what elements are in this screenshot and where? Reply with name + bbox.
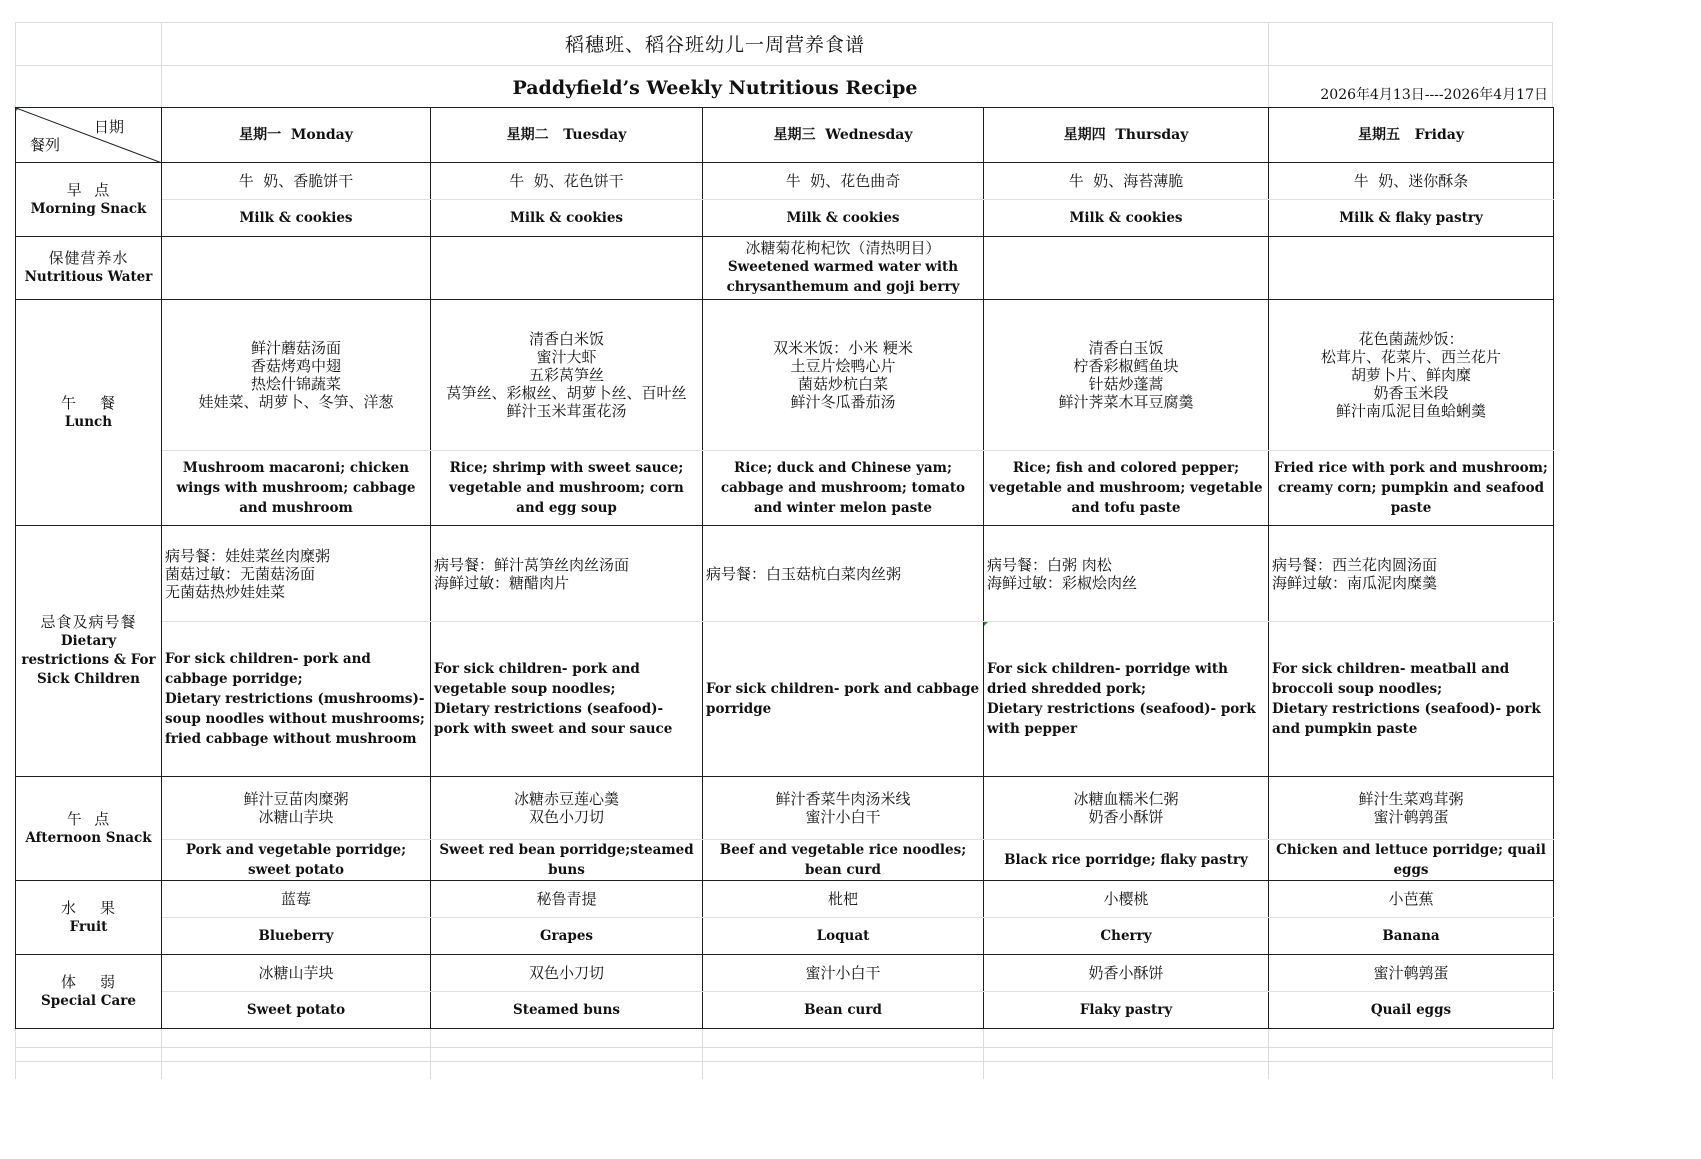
category-morning-snack — [16, 163, 162, 237]
menu-cell: Grapes — [431, 918, 703, 955]
menu-cell: 小樱桃 — [984, 881, 1269, 918]
lunch-cn-row — [16, 300, 1554, 451]
category-lunch — [16, 300, 162, 526]
menu-cell: 病号餐：娃娃菜丝肉糜粥 菌菇过敏：无菌菇汤面 无菌菇热炒娃娃菜 — [162, 526, 431, 622]
category-afternoon-snack — [16, 777, 162, 881]
morning-snack-en-row — [16, 200, 1554, 237]
menu-cell: 小芭蕉 — [1269, 881, 1554, 918]
menu-cell: 花色菌蔬炒饭： 松茸片、花菜片、西兰花片 胡萝卜片、鲜肉糜 奶香玉米段 鲜汁南瓜泥目鱼蛤蜊羹 — [1269, 300, 1554, 451]
day-header-monday: 星期一 Monday — [162, 108, 431, 163]
menu-cell: 奶香小酥饼 — [984, 955, 1269, 992]
menu-cell: Milk & cookies — [431, 200, 703, 237]
menu-cell: 秘鲁青提 — [431, 881, 703, 918]
afternoon-snack-cn-row — [16, 777, 1554, 840]
page-title-english: Paddyfield’s Weekly Nutritious Recipe — [512, 77, 918, 99]
menu-cell: 病号餐：白玉菇杭白菜肉丝粥 — [703, 526, 984, 622]
category-label-cn: 午 点 — [66, 809, 111, 828]
menu-cell: 牛 奶、花色曲奇 — [703, 163, 984, 200]
menu-cell: 牛 奶、迷你酥条 — [1269, 163, 1554, 200]
category-label-cn: 体 弱 — [60, 972, 117, 991]
morning-snack-cn-row — [16, 163, 1554, 200]
category-dietary-restrictions — [16, 526, 162, 777]
menu-cell: 双米米饭：小米 粳米 土豆片烩鸭心片 菌菇炒杭白菜 鲜汁冬瓜番茄汤 — [703, 300, 984, 451]
category-label-en: Lunch — [64, 413, 113, 430]
page-title-chinese: 稻穗班、稻谷班幼儿一周营养食谱 — [564, 34, 865, 56]
menu-cell: Beef and vegetable rice noodles; bean curd — [703, 840, 984, 881]
menu-cell: For sick children- meatball and broccoli soup noodles; Dietary restrictions (seafood)- pork and pumpkin paste — [1269, 622, 1554, 777]
category-label-en: Afternoon Snack — [25, 829, 152, 846]
category-label-cn: 忌食及病号餐 — [40, 613, 137, 631]
menu-cell: Mushroom macaroni; chicken wings with mushroom; cabbage and mushroom — [162, 451, 431, 526]
menu-cell: 蓝莓 — [162, 881, 431, 918]
menu-cell: Milk & cookies — [984, 200, 1269, 237]
date-range: 2026年4月13日----2026年4月17日 — [1320, 87, 1548, 103]
empty-cell — [984, 237, 1269, 300]
menu-cell: 鲜汁豆苗肉糜粥 冰糖山芋块 — [162, 777, 431, 840]
day-header-thursday: 星期四 Thursday — [984, 108, 1269, 163]
menu-cell: Milk & cookies — [162, 200, 431, 237]
menu-cell: 蜜汁小白干 — [703, 955, 984, 992]
menu-cell: For sick children- pork and cabbage porridge — [703, 622, 984, 777]
menu-cell: Chicken and lettuce porridge; quail eggs — [1269, 840, 1554, 881]
menu-cell: Cherry — [984, 918, 1269, 955]
category-nutritious-water — [16, 237, 162, 300]
menu-cell: 双色小刀切 — [431, 955, 703, 992]
menu-cell: Loquat — [703, 918, 984, 955]
menu-cell: 冰糖血糯米仁粥 奶香小酥饼 — [984, 777, 1269, 840]
fruit-en-row — [16, 918, 1554, 955]
menu-cell: 牛 奶、海苔薄脆 — [984, 163, 1269, 200]
corner-meal-label: 餐列 — [30, 136, 61, 154]
category-label-en: Morning Snack — [30, 200, 147, 217]
category-label-cn: 保健营养水 — [48, 249, 129, 267]
menu-cell: 鲜汁香菜牛肉汤米线 蜜汁小白干 — [703, 777, 984, 840]
special-care-cn-row — [16, 955, 1554, 992]
menu-cell: Sweet red bean porridge;steamed buns — [431, 840, 703, 881]
menu-cell: 病号餐：西兰花肉圆汤面 海鲜过敏：南瓜泥肉糜羹 — [1269, 526, 1554, 622]
menu-cell: Rice; fish and colored pepper; vegetable and mushroom; vegetable and tofu paste — [984, 451, 1269, 526]
menu-cell: 蜜汁鹌鹑蛋 — [1269, 955, 1554, 992]
category-label-cn: 水 果 — [60, 898, 117, 917]
header-row — [16, 108, 1554, 163]
menu-cell: Steamed buns — [431, 992, 703, 1029]
menu-cell: 病号餐：鲜汁莴笋丝肉丝汤面 海鲜过敏：糖醋肉片 — [431, 526, 703, 622]
menu-cell: Pork and vegetable porridge; sweet potato — [162, 840, 431, 881]
menu-cell: For sick children- pork and vegetable soup noodles; Dietary restrictions (seafood)- pork with sweet and sour sauce — [431, 622, 703, 777]
menu-cell: Bean curd — [703, 992, 984, 1029]
menu-cell: Banana — [1269, 918, 1554, 955]
menu-cell: Blueberry — [162, 918, 431, 955]
day-header-wednesday: 星期三 Wednesday — [703, 108, 984, 163]
day-header-friday: 星期五 Friday — [1269, 108, 1554, 163]
category-label-cn: 早 点 — [66, 180, 111, 199]
day-header-tuesday: 星期二 Tuesday — [431, 108, 703, 163]
menu-cell: 牛 奶、香脆饼干 — [162, 163, 431, 200]
menu-cell: 冰糖赤豆莲心羹 双色小刀切 — [431, 777, 703, 840]
menu-cell: For sick children- pork and cabbage porridge; Dietary restrictions (mushrooms)- soup noodles without mushrooms; fried cabbage without mushroom — [162, 622, 431, 777]
water-cell-wednesday — [703, 237, 984, 300]
empty-cell — [162, 237, 431, 300]
corner-date-label: 日期 — [94, 118, 125, 136]
fruit-cn-row — [16, 881, 1554, 918]
diet-cn-row — [16, 526, 1554, 622]
water-text-cn: 冰糖菊花枸杞饮（清热明目） — [745, 239, 941, 257]
menu-cell: Flaky pastry — [984, 992, 1269, 1029]
afternoon-snack-en-row — [16, 840, 1554, 881]
menu-cell: 鲜汁生菜鸡茸粥 蜜汁鹌鹑蛋 — [1269, 777, 1554, 840]
menu-cell: 鲜汁蘑菇汤面 香菇烤鸡中翅 热烩什锦蔬菜 娃娃菜、胡萝卜、冬笋、洋葱 — [162, 300, 431, 451]
category-special-care — [16, 955, 162, 1029]
menu-cell: Fried rice with pork and mushroom; creamy corn; pumpkin and seafood paste — [1269, 451, 1554, 526]
menu-cell: Rice; shrimp with sweet sauce; vegetable and mushroom; corn and egg soup — [431, 451, 703, 526]
menu-cell: 病号餐：白粥 肉松 海鲜过敏：彩椒烩肉丝 — [984, 526, 1269, 622]
empty-cell — [1269, 237, 1554, 300]
corner-header-cell — [16, 108, 162, 163]
category-label-en: Fruit — [69, 918, 108, 935]
category-label-en: Nutritious Water — [24, 269, 153, 285]
menu-cell: Milk & flaky pastry — [1269, 200, 1554, 237]
category-fruit — [16, 881, 162, 955]
menu-cell: 牛 奶、花色饼干 — [431, 163, 703, 200]
menu-cell: 冰糖山芋块 — [162, 955, 431, 992]
menu-cell: Black rice porridge; flaky pastry — [984, 840, 1269, 881]
special-care-en-row — [16, 992, 1554, 1029]
menu-cell: Quail eggs — [1269, 992, 1554, 1029]
menu-cell: 清香白米饭 蜜汁大虾 五彩莴笋丝 莴笋丝、彩椒丝、胡萝卜丝、百叶丝 鲜汁玉米茸蛋花汤 — [431, 300, 703, 451]
category-label-cn: 午 餐 — [60, 393, 117, 412]
menu-cell: Rice; duck and Chinese yam; cabbage and mushroom; tomato and winter melon paste — [703, 451, 984, 526]
menu-cell: For sick children- porridge with dried shredded pork; Dietary restrictions (seafood)- pork with pepper — [984, 622, 1269, 777]
menu-cell: 枇杷 — [703, 881, 984, 918]
category-label-en: Special Care — [41, 992, 136, 1009]
weekly-menu-table — [15, 107, 1554, 1029]
menu-cell: 清香白玉饭 柠香彩椒鳕鱼块 针菇炒蓬蒿 鲜汁荠菜木耳豆腐羹 — [984, 300, 1269, 451]
menu-cell: Sweet potato — [162, 992, 431, 1029]
water-row — [16, 237, 1554, 300]
menu-cell: Milk & cookies — [703, 200, 984, 237]
empty-cell — [431, 237, 703, 300]
water-text-en: Sweetened warmed water with chrysanthemum and goji berry — [726, 259, 960, 295]
category-label-en: Dietary restrictions & For Sick Children — [21, 633, 156, 687]
lunch-en-row — [16, 451, 1554, 526]
diet-en-row — [16, 622, 1554, 777]
